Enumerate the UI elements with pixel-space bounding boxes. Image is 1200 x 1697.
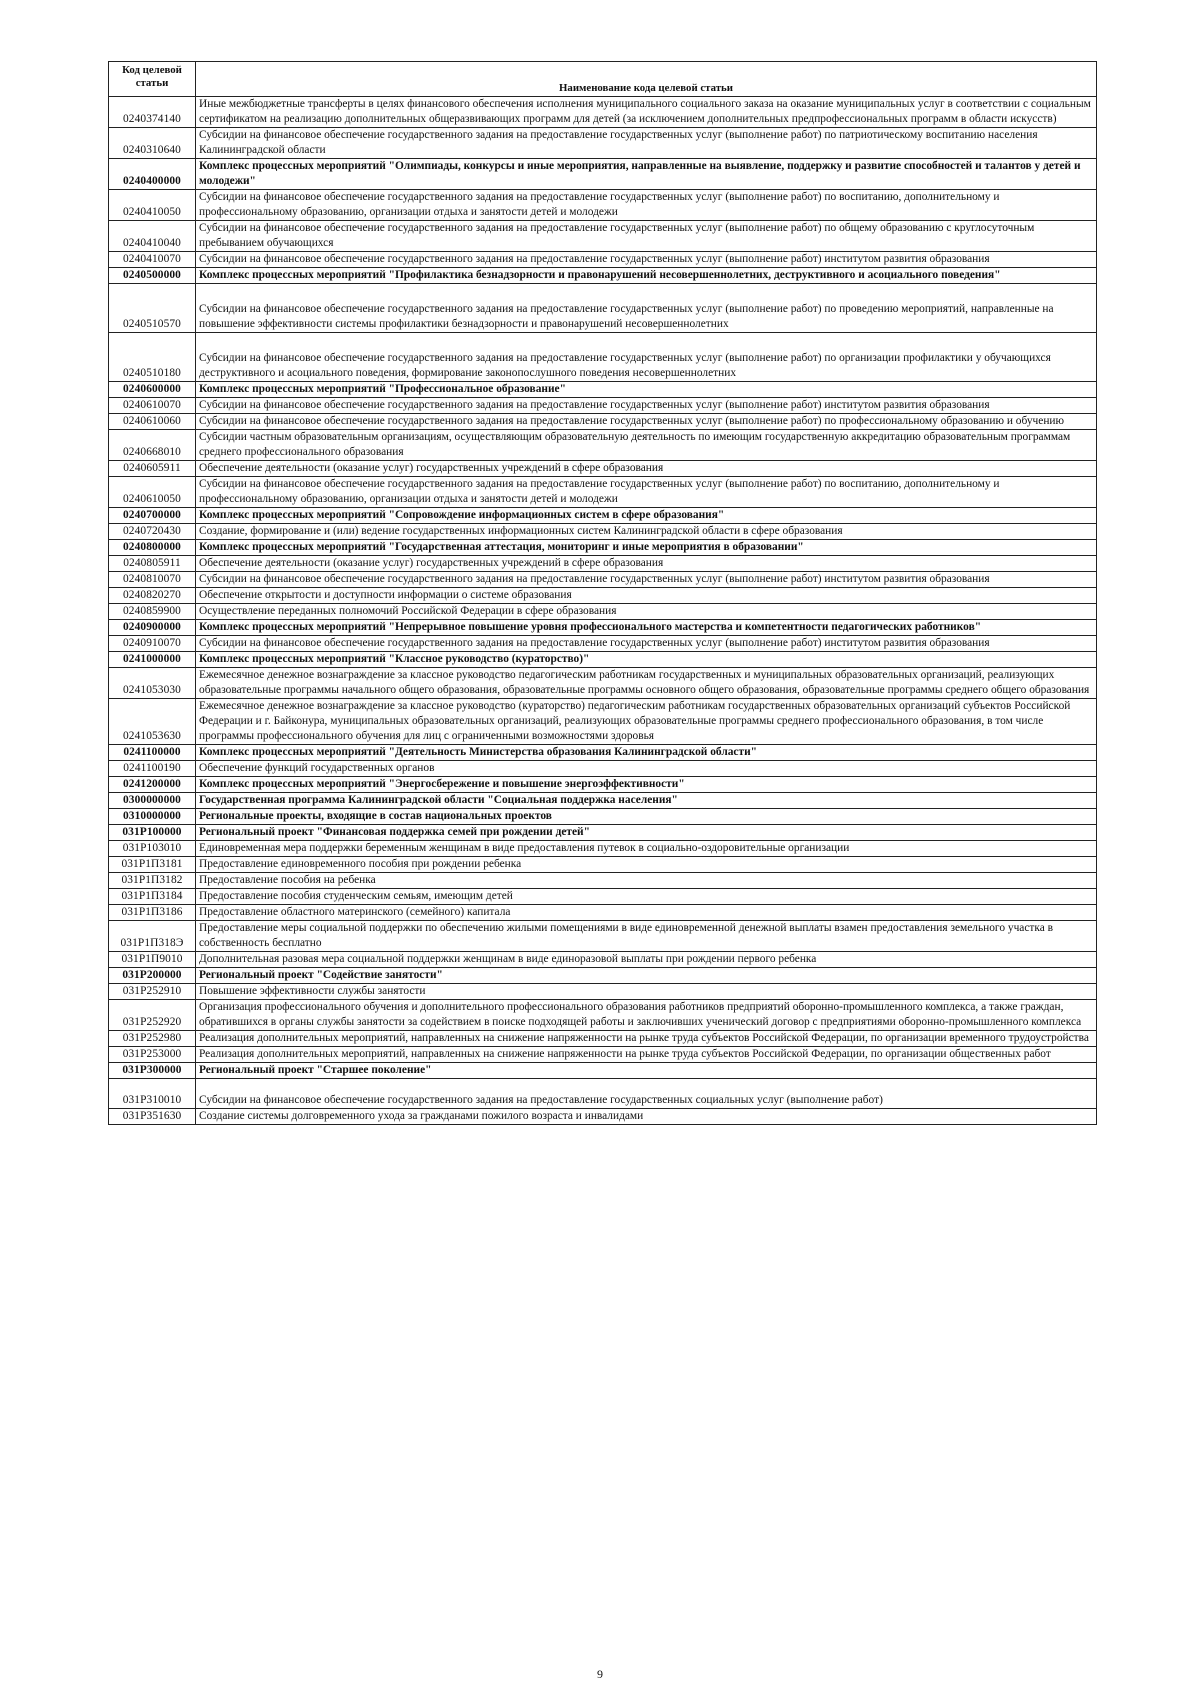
target-article-name: Комплекс процессных мероприятий "Профилактика безнадзорности и правонарушений несовершеннолетних, деструктивного и асоциального поведения" bbox=[196, 268, 1097, 284]
table-row bbox=[109, 777, 1097, 793]
target-article-name: Реализация дополнительных мероприятий, направленных на снижение напряженности на рынке труда субъектов Российской Федерации, по организации временного трудоустройства bbox=[196, 1031, 1097, 1047]
target-article-code: 031Р100000 bbox=[109, 825, 196, 841]
target-article-name: Комплекс процессных мероприятий "Непрерывное повышение уровня профессионального мастерства и компетентности педагогических работников" bbox=[196, 620, 1097, 636]
target-article-code: 031Р200000 bbox=[109, 968, 196, 984]
target-article-code: 0241200000 bbox=[109, 777, 196, 793]
target-article-name: Предоставление единовременного пособия при рождении ребенка bbox=[196, 857, 1097, 873]
target-article-code: 031Р1П318Э bbox=[109, 921, 196, 952]
table-row bbox=[109, 761, 1097, 777]
target-article-code: 0241100000 bbox=[109, 745, 196, 761]
table-row bbox=[109, 97, 1097, 128]
table-row bbox=[109, 1031, 1097, 1047]
table-row bbox=[109, 1109, 1097, 1125]
code-column-header: Код целевой статьи bbox=[109, 62, 196, 97]
table-row bbox=[109, 604, 1097, 620]
target-article-code: 031Р300000 bbox=[109, 1063, 196, 1079]
table-row bbox=[109, 793, 1097, 809]
target-article-name: Комплекс процессных мероприятий "Олимпиады, конкурсы и иные мероприятия, направленные на выявление, поддержку и развитие способностей и талантов у детей и молодежи" bbox=[196, 159, 1097, 190]
document-page bbox=[108, 61, 1096, 1125]
table-row bbox=[109, 1063, 1097, 1079]
table-row bbox=[109, 398, 1097, 414]
target-article-code: 031Р252920 bbox=[109, 1000, 196, 1031]
target-article-name: Региональные проекты, входящие в состав национальных проектов bbox=[196, 809, 1097, 825]
table-row bbox=[109, 159, 1097, 190]
target-article-name: Субсидии частным образовательным организациям, осуществляющим образовательную деятельность по имеющим государственную аккредитацию образовательным программам среднего профессионального образования bbox=[196, 430, 1097, 461]
target-article-code: 0240500000 bbox=[109, 268, 196, 284]
table-row bbox=[109, 636, 1097, 652]
name-column-header: Наименование кода целевой статьи bbox=[196, 62, 1097, 97]
target-article-code: 031Р1П3184 bbox=[109, 889, 196, 905]
target-article-code: 0240400000 bbox=[109, 159, 196, 190]
page-number: 9 bbox=[597, 1667, 603, 1681]
target-article-code: 0240668010 bbox=[109, 430, 196, 461]
target-article-name: Государственная программа Калининградской области "Социальная поддержка населения" bbox=[196, 793, 1097, 809]
table-row bbox=[109, 524, 1097, 540]
target-article-code: 031Р351630 bbox=[109, 1109, 196, 1125]
target-article-code: 0241053030 bbox=[109, 668, 196, 699]
target-article-code: 0240720430 bbox=[109, 524, 196, 540]
table-row bbox=[109, 745, 1097, 761]
target-article-code: 0241053630 bbox=[109, 699, 196, 745]
target-article-code: 0240410070 bbox=[109, 252, 196, 268]
target-article-name: Предоставление пособия студенческим семьям, имеющим детей bbox=[196, 889, 1097, 905]
target-article-code: 031Р252910 bbox=[109, 984, 196, 1000]
table-row bbox=[109, 889, 1097, 905]
target-article-code: 0240600000 bbox=[109, 382, 196, 398]
target-article-name: Региональный проект "Финансовая поддержка семей при рождении детей" bbox=[196, 825, 1097, 841]
target-article-code: 031Р1П3182 bbox=[109, 873, 196, 889]
table-header-row bbox=[109, 62, 1097, 97]
table-row bbox=[109, 921, 1097, 952]
target-article-code: 0240805911 bbox=[109, 556, 196, 572]
target-article-name: Субсидии на финансовое обеспечение государственного задания на предоставление государственных услуг (выполнение работ) по организации профилактики у обучающихся деструктивного и асоциального поведения, формирование законопослушного поведения несовершеннолетних bbox=[196, 333, 1097, 382]
target-article-name: Комплекс процессных мероприятий "Сопровождение информационных систем в сфере образования" bbox=[196, 508, 1097, 524]
target-article-name: Создание системы долговременного ухода за гражданами пожилого возраста и инвалидами bbox=[196, 1109, 1097, 1125]
target-article-name: Комплекс процессных мероприятий "Профессиональное образование" bbox=[196, 382, 1097, 398]
target-article-code: 0240810070 bbox=[109, 572, 196, 588]
target-article-name: Комплекс процессных мероприятий "Деятельность Министерства образования Калининградской области" bbox=[196, 745, 1097, 761]
target-article-name: Субсидии на финансовое обеспечение государственного задания на предоставление государственных услуг (выполнение работ) по воспитанию, дополнительному и профессиональному образованию, организации отдыха и занятости детей и молодежи bbox=[196, 477, 1097, 508]
table-row bbox=[109, 268, 1097, 284]
table-row bbox=[109, 1079, 1097, 1109]
target-article-code: 0240510180 bbox=[109, 333, 196, 382]
target-article-name: Предоставление меры социальной поддержки по обеспечению жилыми помещениями в виде единовременной денежной выплаты взамен предоставления земельного участка в собственность бесплатно bbox=[196, 921, 1097, 952]
target-article-name: Ежемесячное денежное вознаграждение за классное руководство (кураторство) педагогическим работникам государственных образовательных организаций субъектов Российской Федерации и г. Байконура, муниципальных образовательных организаций, реализующих образовательные программы среднего профессионального образования, в том числе программы профессионального обучения для лиц с ограниченными возможностями здоровья bbox=[196, 699, 1097, 745]
target-article-code: 0240610060 bbox=[109, 414, 196, 430]
table-row bbox=[109, 508, 1097, 524]
table-row bbox=[109, 414, 1097, 430]
table-row bbox=[109, 1000, 1097, 1031]
table-row bbox=[109, 382, 1097, 398]
table-row bbox=[109, 857, 1097, 873]
target-article-code: 031Р252980 bbox=[109, 1031, 196, 1047]
target-article-code: 0240410040 bbox=[109, 221, 196, 252]
target-article-name: Субсидии на финансовое обеспечение государственного задания на предоставление государственных услуг (выполнение работ) по патриотическому воспитанию населения Калининградской области bbox=[196, 128, 1097, 159]
table-row bbox=[109, 825, 1097, 841]
target-article-name: Субсидии на финансовое обеспечение государственного задания на предоставление государственных услуг (выполнение работ) по общему образованию с круглосуточным пребыванием обучающихся bbox=[196, 221, 1097, 252]
target-article-code: 0240900000 bbox=[109, 620, 196, 636]
target-article-name: Субсидии на финансовое обеспечение государственного задания на предоставление государственных социальных услуг (выполнение работ) bbox=[196, 1079, 1097, 1109]
target-article-code: 0240820270 bbox=[109, 588, 196, 604]
table-row bbox=[109, 809, 1097, 825]
table-row bbox=[109, 284, 1097, 333]
target-article-code: 031Р1П3181 bbox=[109, 857, 196, 873]
target-article-code: 0241100190 bbox=[109, 761, 196, 777]
target-article-name: Субсидии на финансовое обеспечение государственного задания на предоставление государственных услуг (выполнение работ) институтом развития образования bbox=[196, 572, 1097, 588]
table-row bbox=[109, 540, 1097, 556]
table-row bbox=[109, 461, 1097, 477]
target-article-code: 0240910070 bbox=[109, 636, 196, 652]
table-row bbox=[109, 572, 1097, 588]
table-row bbox=[109, 699, 1097, 745]
target-article-name: Субсидии на финансовое обеспечение государственного задания на предоставление государственных услуг (выполнение работ) по воспитанию, дополнительному и профессиональному образованию, организации отдыха и занятости детей и молодежи bbox=[196, 190, 1097, 221]
target-article-name: Создание, формирование и (или) ведение государственных информационных систем Калининградской области в сфере образования bbox=[196, 524, 1097, 540]
table-row bbox=[109, 252, 1097, 268]
target-article-name: Повышение эффективности службы занятости bbox=[196, 984, 1097, 1000]
table-row bbox=[109, 905, 1097, 921]
table-row bbox=[109, 984, 1097, 1000]
target-article-name: Субсидии на финансовое обеспечение государственного задания на предоставление государственных услуг (выполнение работ) институтом развития образования bbox=[196, 252, 1097, 268]
table-row bbox=[109, 873, 1097, 889]
target-article-name: Субсидии на финансовое обеспечение государственного задания на предоставление государственных услуг (выполнение работ) по проведению мероприятий, направленные на повышение эффективности системы профилактики безнадзорности и правонарушений несовершеннолетних bbox=[196, 284, 1097, 333]
target-article-name: Единовременная мера поддержки беременным женщинам в виде предоставления путевок в социально-оздоровительные организации bbox=[196, 841, 1097, 857]
table-row bbox=[109, 221, 1097, 252]
target-article-code: 031Р253000 bbox=[109, 1047, 196, 1063]
table-row bbox=[109, 652, 1097, 668]
target-article-code: 0241000000 bbox=[109, 652, 196, 668]
target-article-code: 0240374140 bbox=[109, 97, 196, 128]
target-article-code: 0240610050 bbox=[109, 477, 196, 508]
target-article-name: Обеспечение открытости и доступности информации о системе образования bbox=[196, 588, 1097, 604]
target-article-name: Субсидии на финансовое обеспечение государственного задания на предоставление государственных услуг (выполнение работ) институтом развития образования bbox=[196, 636, 1097, 652]
table-row bbox=[109, 190, 1097, 221]
target-article-code: 0240605911 bbox=[109, 461, 196, 477]
target-article-codes-table bbox=[108, 61, 1097, 1125]
target-article-code: 0300000000 bbox=[109, 793, 196, 809]
table-row bbox=[109, 620, 1097, 636]
target-article-name: Реализация дополнительных мероприятий, направленных на снижение напряженности на рынке труда субъектов Российской Федерации, по организации общественных работ bbox=[196, 1047, 1097, 1063]
target-article-name: Субсидии на финансовое обеспечение государственного задания на предоставление государственных услуг (выполнение работ) институтом развития образования bbox=[196, 398, 1097, 414]
table-row bbox=[109, 556, 1097, 572]
table-row bbox=[109, 430, 1097, 461]
target-article-name: Комплекс процессных мероприятий "Государственная аттестация, мониторинг и иные мероприятия в образовании" bbox=[196, 540, 1097, 556]
target-article-name: Комплекс процессных мероприятий "Энергосбережение и повышение энергоэффективности" bbox=[196, 777, 1097, 793]
target-article-name: Обеспечение функций государственных органов bbox=[196, 761, 1097, 777]
target-article-name: Осуществление переданных полномочий Российской Федерации в сфере образования bbox=[196, 604, 1097, 620]
target-article-code: 0310000000 bbox=[109, 809, 196, 825]
target-article-name: Обеспечение деятельности (оказание услуг) государственных учреждений в сфере образования bbox=[196, 461, 1097, 477]
target-article-code: 0240800000 bbox=[109, 540, 196, 556]
target-article-name: Организация профессионального обучения и дополнительного профессионального образования работников предприятий оборонно-промышленного комплекса, а также граждан, обратившихся в органы службы занятости за содействием в поиске подходящей работы и заключивших ученический договор с предприятиями оборонно-промышленного комплекса bbox=[196, 1000, 1097, 1031]
target-article-name: Обеспечение деятельности (оказание услуг) государственных учреждений в сфере образования bbox=[196, 556, 1097, 572]
target-article-name: Региональный проект "Содействие занятости" bbox=[196, 968, 1097, 984]
table-row bbox=[109, 588, 1097, 604]
target-article-name: Предоставление областного материнского (семейного) капитала bbox=[196, 905, 1097, 921]
target-article-code: 0240859900 bbox=[109, 604, 196, 620]
target-article-name: Иные межбюджетные трансферты в целях финансового обеспечения исполнения муниципального социального заказа на оказание муниципальных услуг в соответствии с социальным сертификатом на реализацию дополнительных общеразвивающих программ для детей (за исключением дополнительных предпрофессиональных программ в области искусств) bbox=[196, 97, 1097, 128]
table-row bbox=[109, 333, 1097, 382]
table-row bbox=[109, 841, 1097, 857]
target-article-name: Комплекс процессных мероприятий "Классное руководство (кураторство)" bbox=[196, 652, 1097, 668]
table-row bbox=[109, 128, 1097, 159]
target-article-name: Субсидии на финансовое обеспечение государственного задания на предоставление государственных услуг (выполнение работ) по профессиональному образованию и обучению bbox=[196, 414, 1097, 430]
target-article-name: Ежемесячное денежное вознаграждение за классное руководство педагогическим работникам государственных и муниципальных образовательных организаций, реализующих образовательные программы начального общего образования, образовательные программы основного общего образования, образовательные программы среднего общего образования bbox=[196, 668, 1097, 699]
target-article-code: 031Р103010 bbox=[109, 841, 196, 857]
table-row bbox=[109, 668, 1097, 699]
target-article-code: 0240610070 bbox=[109, 398, 196, 414]
target-article-name: Региональный проект "Старшее поколение" bbox=[196, 1063, 1097, 1079]
target-article-code: 0240510570 bbox=[109, 284, 196, 333]
target-article-name: Дополнительная разовая мера социальной поддержки женщинам в виде единоразовой выплаты при рождении первого ребенка bbox=[196, 952, 1097, 968]
table-row bbox=[109, 477, 1097, 508]
table-row bbox=[109, 952, 1097, 968]
target-article-code: 031Р310010 bbox=[109, 1079, 196, 1109]
target-article-code: 031Р1П3186 bbox=[109, 905, 196, 921]
target-article-code: 0240700000 bbox=[109, 508, 196, 524]
target-article-name: Предоставление пособия на ребенка bbox=[196, 873, 1097, 889]
target-article-code: 0240310640 bbox=[109, 128, 196, 159]
table-row bbox=[109, 968, 1097, 984]
target-article-code: 031Р1П9010 bbox=[109, 952, 196, 968]
target-article-code: 0240410050 bbox=[109, 190, 196, 221]
table-row bbox=[109, 1047, 1097, 1063]
